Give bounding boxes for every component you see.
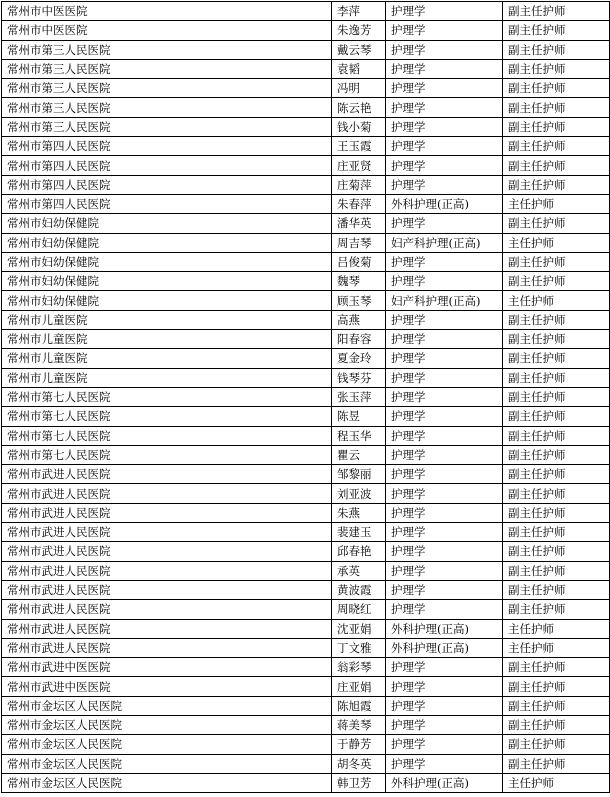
hospital-cell: 常州市儿童医院 xyxy=(2,310,332,329)
specialty-cell: 护理学 xyxy=(386,117,503,136)
table-row xyxy=(2,484,610,503)
specialty-cell: 护理学 xyxy=(386,445,503,464)
specialty-cell: 护理学 xyxy=(386,600,503,619)
hospital-cell: 常州市妇幼保健院 xyxy=(2,252,332,271)
specialty-cell: 护理学 xyxy=(386,735,503,754)
name-cell: 王玉霞 xyxy=(332,137,386,156)
hospital-cell: 常州市金坛区人民医院 xyxy=(2,735,332,754)
name-cell: 庄亚娟 xyxy=(332,677,386,696)
table-row xyxy=(2,214,610,233)
name-cell: 高燕 xyxy=(332,310,386,329)
table-row xyxy=(2,561,610,580)
specialty-cell: 护理学 xyxy=(386,40,503,59)
table-row xyxy=(2,2,610,21)
hospital-cell: 常州市妇幼保健院 xyxy=(2,291,332,310)
specialty-cell: 护理学 xyxy=(386,368,503,387)
table-row xyxy=(2,21,610,40)
hospital-cell: 常州市第四人民医院 xyxy=(2,194,332,213)
hospital-cell: 常州市金坛区人民医院 xyxy=(2,754,332,773)
specialty-cell: 护理学 xyxy=(386,426,503,445)
table-row xyxy=(2,600,610,619)
table-row xyxy=(2,117,610,136)
name-cell: 李萍 xyxy=(332,2,386,21)
hospital-cell: 常州市妇幼保健院 xyxy=(2,214,332,233)
hospital-cell: 常州市妇幼保健院 xyxy=(2,233,332,252)
title-cell: 副主任护师 xyxy=(503,696,610,715)
specialty-cell: 妇产科护理(正高) xyxy=(386,233,503,252)
hospital-cell: 常州市武进人民医院 xyxy=(2,638,332,657)
name-cell: 周晓红 xyxy=(332,600,386,619)
name-cell: 吕俊菊 xyxy=(332,252,386,271)
title-cell: 主任护师 xyxy=(503,638,610,657)
name-cell: 张玉萍 xyxy=(332,387,386,406)
table-row xyxy=(2,407,610,426)
table-row xyxy=(2,754,610,773)
specialty-cell: 护理学 xyxy=(386,503,503,522)
table-row xyxy=(2,310,610,329)
title-cell: 主任护师 xyxy=(503,194,610,213)
name-cell: 钱琴芬 xyxy=(332,368,386,387)
table-row xyxy=(2,715,610,734)
title-cell: 主任护师 xyxy=(503,773,610,792)
table-row xyxy=(2,368,610,387)
title-cell: 副主任护师 xyxy=(503,349,610,368)
title-cell: 副主任护师 xyxy=(503,40,610,59)
specialty-cell: 护理学 xyxy=(386,715,503,734)
specialty-cell: 护理学 xyxy=(386,2,503,21)
title-cell: 主任护师 xyxy=(503,291,610,310)
title-cell: 副主任护师 xyxy=(503,272,610,291)
specialty-cell: 护理学 xyxy=(386,98,503,117)
hospital-cell: 常州市金坛区人民医院 xyxy=(2,773,332,792)
hospital-cell: 常州市第三人民医院 xyxy=(2,79,332,98)
name-cell: 夏金玲 xyxy=(332,349,386,368)
table-row xyxy=(2,677,610,696)
name-cell: 翁彩琴 xyxy=(332,658,386,677)
specialty-cell: 护理学 xyxy=(386,754,503,773)
name-cell: 黄波霞 xyxy=(332,580,386,599)
title-cell: 主任护师 xyxy=(503,619,610,638)
hospital-cell: 常州市第七人民医院 xyxy=(2,387,332,406)
title-cell: 副主任护师 xyxy=(503,600,610,619)
table-row xyxy=(2,252,610,271)
table-row xyxy=(2,658,610,677)
hospital-cell: 常州市妇幼保健院 xyxy=(2,272,332,291)
specialty-cell: 外科护理(正高) xyxy=(386,194,503,213)
table-row xyxy=(2,59,610,78)
specialty-cell: 护理学 xyxy=(386,272,503,291)
table-row xyxy=(2,156,610,175)
name-cell: 袁韬 xyxy=(332,59,386,78)
title-cell: 副主任护师 xyxy=(503,117,610,136)
name-cell: 承英 xyxy=(332,561,386,580)
specialty-cell: 护理学 xyxy=(386,407,503,426)
name-cell: 丁文雅 xyxy=(332,638,386,657)
specialty-cell: 护理学 xyxy=(386,387,503,406)
hospital-cell: 常州市儿童医院 xyxy=(2,349,332,368)
specialty-cell: 护理学 xyxy=(386,677,503,696)
title-cell: 副主任护师 xyxy=(503,484,610,503)
title-cell: 副主任护师 xyxy=(503,2,610,21)
title-cell: 副主任护师 xyxy=(503,252,610,271)
title-cell: 副主任护师 xyxy=(503,658,610,677)
specialty-cell: 护理学 xyxy=(386,484,503,503)
name-cell: 庄亚贤 xyxy=(332,156,386,175)
table-row xyxy=(2,387,610,406)
name-cell: 朱春萍 xyxy=(332,194,386,213)
table-row xyxy=(2,580,610,599)
title-cell: 副主任护师 xyxy=(503,387,610,406)
hospital-cell: 常州市武进人民医院 xyxy=(2,580,332,599)
hospital-cell: 常州市武进人民医院 xyxy=(2,542,332,561)
title-cell: 副主任护师 xyxy=(503,214,610,233)
specialty-cell: 护理学 xyxy=(386,580,503,599)
title-cell: 副主任护师 xyxy=(503,523,610,542)
table-row xyxy=(2,638,610,657)
hospital-cell: 常州市第四人民医院 xyxy=(2,137,332,156)
hospital-cell: 常州市武进人民医院 xyxy=(2,619,332,638)
title-cell: 副主任护师 xyxy=(503,465,610,484)
title-cell: 副主任护师 xyxy=(503,175,610,194)
title-cell: 副主任护师 xyxy=(503,580,610,599)
specialty-cell: 外科护理(正高) xyxy=(386,773,503,792)
hospital-cell: 常州市金坛区人民医院 xyxy=(2,715,332,734)
name-cell: 于静芳 xyxy=(332,735,386,754)
specialty-cell: 护理学 xyxy=(386,79,503,98)
name-cell: 邹黎丽 xyxy=(332,465,386,484)
hospital-cell: 常州市第七人民医院 xyxy=(2,407,332,426)
title-cell: 副主任护师 xyxy=(503,310,610,329)
table-row xyxy=(2,194,610,213)
name-cell: 裴建玉 xyxy=(332,523,386,542)
specialty-cell: 护理学 xyxy=(386,542,503,561)
name-cell: 邱春艳 xyxy=(332,542,386,561)
title-cell: 副主任护师 xyxy=(503,368,610,387)
specialty-cell: 护理学 xyxy=(386,330,503,349)
hospital-cell: 常州市第三人民医院 xyxy=(2,40,332,59)
name-cell: 朱逸芳 xyxy=(332,21,386,40)
table-row xyxy=(2,523,610,542)
title-cell: 副主任护师 xyxy=(503,330,610,349)
name-cell: 陈昱 xyxy=(332,407,386,426)
title-cell: 副主任护师 xyxy=(503,754,610,773)
hospital-cell: 常州市第七人民医院 xyxy=(2,426,332,445)
specialty-cell: 护理学 xyxy=(386,214,503,233)
title-cell: 副主任护师 xyxy=(503,735,610,754)
name-cell: 陈云艳 xyxy=(332,98,386,117)
title-cell: 副主任护师 xyxy=(503,561,610,580)
table-row xyxy=(2,619,610,638)
table-row xyxy=(2,735,610,754)
specialty-cell: 护理学 xyxy=(386,310,503,329)
specialty-cell: 护理学 xyxy=(386,349,503,368)
name-cell: 沈亚娟 xyxy=(332,619,386,638)
table-row xyxy=(2,349,610,368)
specialty-cell: 护理学 xyxy=(386,561,503,580)
name-cell: 庄菊萍 xyxy=(332,175,386,194)
title-cell: 副主任护师 xyxy=(503,98,610,117)
personnel-table xyxy=(1,1,610,793)
hospital-cell: 常州市武进人民医院 xyxy=(2,465,332,484)
title-cell: 副主任护师 xyxy=(503,677,610,696)
hospital-cell: 常州市武进人民医院 xyxy=(2,484,332,503)
name-cell: 阳春容 xyxy=(332,330,386,349)
table-row xyxy=(2,542,610,561)
title-cell: 副主任护师 xyxy=(503,407,610,426)
title-cell: 主任护师 xyxy=(503,233,610,252)
name-cell: 潘华英 xyxy=(332,214,386,233)
name-cell: 朱燕 xyxy=(332,503,386,522)
name-cell: 胡冬英 xyxy=(332,754,386,773)
table-row xyxy=(2,445,610,464)
table-row xyxy=(2,79,610,98)
hospital-cell: 常州市第四人民医院 xyxy=(2,156,332,175)
name-cell: 刘亚波 xyxy=(332,484,386,503)
hospital-cell: 常州市武进中医医院 xyxy=(2,677,332,696)
table-row xyxy=(2,98,610,117)
name-cell: 戴云琴 xyxy=(332,40,386,59)
specialty-cell: 外科护理(正高) xyxy=(386,638,503,657)
title-cell: 副主任护师 xyxy=(503,156,610,175)
title-cell: 副主任护师 xyxy=(503,445,610,464)
table-row xyxy=(2,137,610,156)
title-cell: 副主任护师 xyxy=(503,426,610,445)
hospital-cell: 常州市金坛区人民医院 xyxy=(2,696,332,715)
specialty-cell: 护理学 xyxy=(386,156,503,175)
name-cell: 陈旭霞 xyxy=(332,696,386,715)
hospital-cell: 常州市武进人民医院 xyxy=(2,600,332,619)
table-body xyxy=(2,2,610,793)
table-row xyxy=(2,503,610,522)
specialty-cell: 护理学 xyxy=(386,523,503,542)
hospital-cell: 常州市中医医院 xyxy=(2,2,332,21)
name-cell: 魏琴 xyxy=(332,272,386,291)
specialty-cell: 外科护理(正高) xyxy=(386,619,503,638)
name-cell: 程玉华 xyxy=(332,426,386,445)
name-cell: 瞿云 xyxy=(332,445,386,464)
name-cell: 周吉琴 xyxy=(332,233,386,252)
table-row xyxy=(2,696,610,715)
table-row xyxy=(2,773,610,792)
table-row xyxy=(2,465,610,484)
title-cell: 副主任护师 xyxy=(503,503,610,522)
hospital-cell: 常州市武进人民医院 xyxy=(2,523,332,542)
specialty-cell: 护理学 xyxy=(386,696,503,715)
table-row xyxy=(2,175,610,194)
specialty-cell: 护理学 xyxy=(386,658,503,677)
hospital-cell: 常州市第三人民医院 xyxy=(2,117,332,136)
specialty-cell: 妇产科护理(正高) xyxy=(386,291,503,310)
specialty-cell: 护理学 xyxy=(386,175,503,194)
name-cell: 蒋美琴 xyxy=(332,715,386,734)
name-cell: 韩卫芳 xyxy=(332,773,386,792)
title-cell: 副主任护师 xyxy=(503,715,610,734)
specialty-cell: 护理学 xyxy=(386,465,503,484)
hospital-cell: 常州市第三人民医院 xyxy=(2,98,332,117)
hospital-cell: 常州市中医医院 xyxy=(2,21,332,40)
hospital-cell: 常州市儿童医院 xyxy=(2,330,332,349)
hospital-cell: 常州市武进中医医院 xyxy=(2,658,332,677)
title-cell: 副主任护师 xyxy=(503,542,610,561)
title-cell: 副主任护师 xyxy=(503,59,610,78)
specialty-cell: 护理学 xyxy=(386,59,503,78)
name-cell: 钱小菊 xyxy=(332,117,386,136)
table-row xyxy=(2,330,610,349)
table-row xyxy=(2,40,610,59)
hospital-cell: 常州市第七人民医院 xyxy=(2,445,332,464)
specialty-cell: 护理学 xyxy=(386,252,503,271)
hospital-cell: 常州市第三人民医院 xyxy=(2,59,332,78)
table-row xyxy=(2,272,610,291)
hospital-cell: 常州市武进人民医院 xyxy=(2,561,332,580)
specialty-cell: 护理学 xyxy=(386,137,503,156)
hospital-cell: 常州市第四人民医院 xyxy=(2,175,332,194)
title-cell: 副主任护师 xyxy=(503,137,610,156)
name-cell: 冯明 xyxy=(332,79,386,98)
table-row xyxy=(2,233,610,252)
specialty-cell: 护理学 xyxy=(386,21,503,40)
title-cell: 副主任护师 xyxy=(503,79,610,98)
table-row xyxy=(2,291,610,310)
title-cell: 副主任护师 xyxy=(503,21,610,40)
table-row xyxy=(2,426,610,445)
hospital-cell: 常州市儿童医院 xyxy=(2,368,332,387)
name-cell: 顾玉琴 xyxy=(332,291,386,310)
hospital-cell: 常州市武进人民医院 xyxy=(2,503,332,522)
